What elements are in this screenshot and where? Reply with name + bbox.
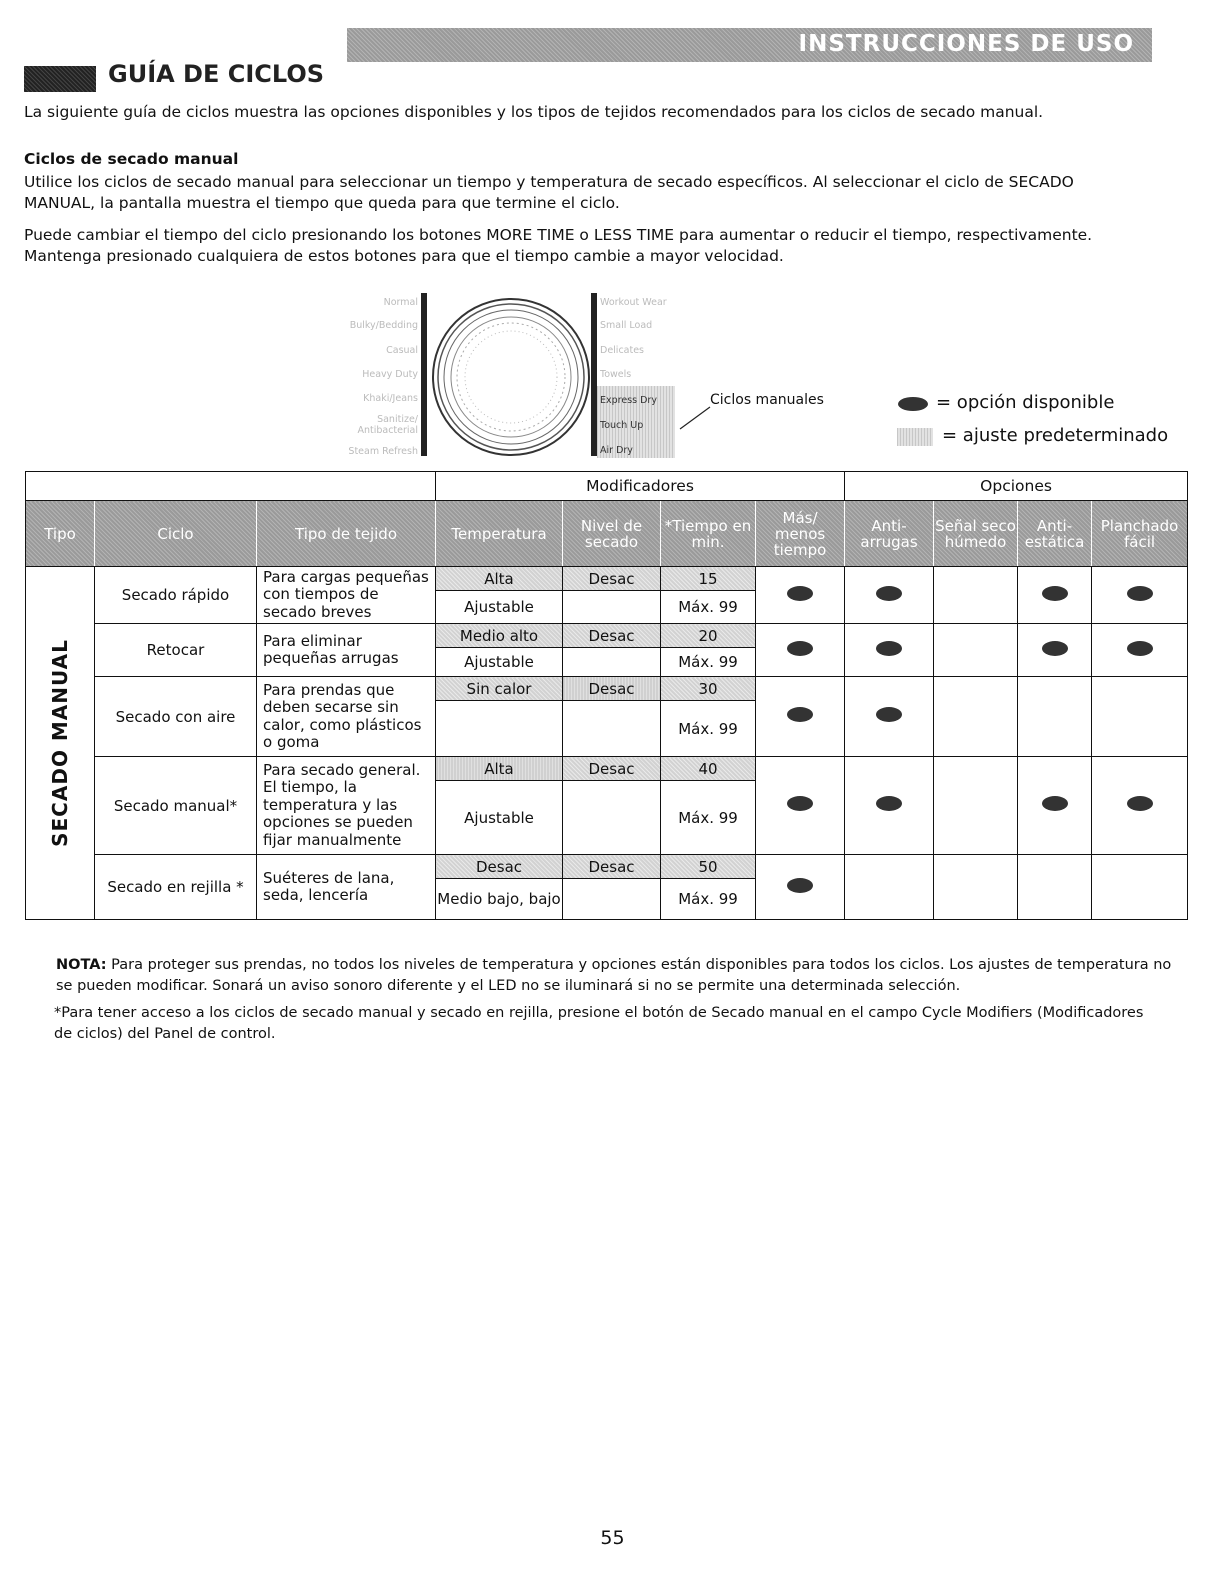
pointer-line — [678, 405, 712, 431]
option-available-dot-icon — [876, 641, 902, 656]
option-available-dot-icon — [787, 707, 813, 722]
cycle-name: Secado manual* — [95, 757, 257, 855]
dry-default: Desac — [563, 567, 661, 591]
dry-default: Desac — [563, 757, 661, 781]
col-fabric: Tipo de tejido — [257, 501, 436, 567]
time-default: 20 — [661, 624, 756, 648]
time-max: Máx. 99 — [661, 701, 756, 757]
opt-cell — [756, 677, 845, 757]
column-header-row — [26, 501, 1188, 567]
dry-adjust — [563, 781, 661, 855]
option-available-dot-icon — [1127, 586, 1153, 601]
section-banner — [347, 28, 1152, 62]
dial-label-right: Air Dry — [600, 445, 633, 456]
fabric-type: Para secado general. El tiempo, la temperatura y las opciones se pueden fijar manualmente — [257, 757, 436, 855]
banner-text: INSTRUCCIONES DE USO — [798, 31, 1134, 57]
opt-cell — [845, 677, 934, 757]
col-wrinkle-guard: Anti- arrugas — [845, 501, 934, 567]
time-max: Máx. 99 — [661, 591, 756, 624]
opt-cell — [1092, 567, 1188, 624]
dial-label-right: Delicates — [600, 345, 645, 356]
paragraph-2: Puede cambiar el tiempo del ciclo presionando los botones MORE TIME o LESS TIME para aumentar o reducir el tiempo, respectivamente. Mantenga presionado cualquiera de estos botones para que el tiempo cambie a mayor velocidad. — [24, 226, 1093, 265]
dry-default: Desac — [563, 855, 661, 879]
col-cycle: Ciclo — [95, 501, 257, 567]
dial-label-left: Antibacterial — [357, 425, 418, 436]
dial-indicator-left — [421, 293, 427, 456]
cycle-name: Retocar — [95, 624, 257, 677]
dial-label-right: Small Load — [600, 320, 653, 331]
table-row — [26, 677, 1188, 701]
col-more-less-time: Más/ menos tiempo — [756, 501, 845, 567]
option-available-dot-icon — [1127, 796, 1153, 811]
type-cell — [26, 567, 95, 920]
dial-label-left: Khaki/Jeans — [363, 393, 418, 404]
legend-default: = ajuste predeterminado — [942, 425, 1169, 446]
time-max: Máx. 99 — [661, 781, 756, 855]
opt-cell — [1092, 855, 1188, 920]
dial-label-left: Normal — [383, 297, 418, 308]
page-title: GUÍA DE CICLOS — [108, 60, 324, 88]
dial-label-left: Casual — [386, 345, 418, 356]
opt-cell — [756, 757, 845, 855]
table-row — [26, 757, 1188, 781]
dial-label-left: Heavy Duty — [362, 369, 418, 380]
opt-cell — [756, 567, 845, 624]
opt-cell — [756, 624, 845, 677]
opt-cell — [1018, 855, 1092, 920]
option-available-dot-icon — [876, 707, 902, 722]
table-row — [26, 624, 1188, 648]
temp-default: Sin calor — [436, 677, 563, 701]
time-max: Máx. 99 — [661, 879, 756, 920]
temp-default: Medio alto — [436, 624, 563, 648]
temp-adjust: Medio bajo, bajo — [436, 879, 563, 920]
opt-cell — [934, 677, 1018, 757]
option-available-dot-icon — [787, 796, 813, 811]
option-available-dot-icon — [876, 796, 902, 811]
temp-default: Alta — [436, 757, 563, 781]
cycle-name: Secado rápido — [95, 567, 257, 624]
option-available-dot-icon — [787, 586, 813, 601]
dial-label-right: Towels — [600, 369, 632, 380]
dry-adjust — [563, 879, 661, 920]
opt-cell — [1018, 677, 1092, 757]
dial-label-right: Express Dry — [600, 395, 657, 406]
option-available-dot-icon — [1042, 796, 1068, 811]
col-anti-static: Anti- estática — [1018, 501, 1092, 567]
opt-cell — [1092, 677, 1188, 757]
option-available-dot-icon — [1127, 641, 1153, 656]
group-header-row — [26, 472, 1188, 501]
opt-cell — [1018, 624, 1092, 677]
option-available-dot-icon — [787, 641, 813, 656]
group-options: Opciones — [845, 472, 1188, 501]
dial-label-left: Sanitize/ — [377, 414, 418, 425]
col-dry-level: Nivel de secado — [563, 501, 661, 567]
col-temperature: Temperatura — [436, 501, 563, 567]
intro-text: La siguiente guía de ciclos muestra las opciones disponibles y los tipos de tejidos recomendados para los ciclos de secado manual. — [24, 103, 1044, 121]
default-swatch-icon — [897, 428, 933, 446]
dry-default: Desac — [563, 677, 661, 701]
col-damp-signal: Señal seco húmedo — [934, 501, 1018, 567]
opt-cell — [1092, 624, 1188, 677]
dial-label-right: Touch Up — [600, 420, 644, 431]
type-label: SECADO MANUAL — [48, 639, 72, 847]
manual-cycles-label: Ciclos manuales — [710, 392, 824, 408]
dial-knob-icon — [430, 293, 592, 458]
available-dot-icon — [898, 397, 928, 411]
opt-cell — [845, 757, 934, 855]
opt-cell — [934, 624, 1018, 677]
legend-available: = opción disponible — [936, 392, 1115, 413]
opt-cell — [934, 567, 1018, 624]
option-available-dot-icon — [787, 878, 813, 893]
temp-default: Alta — [436, 567, 563, 591]
dry-default: Desac — [563, 624, 661, 648]
table-row — [26, 567, 1188, 591]
dial-label-left: Steam Refresh — [348, 446, 418, 457]
section-heading: Ciclos de secado manual — [24, 150, 239, 168]
temp-adjust: Ajustable — [436, 591, 563, 624]
note — [56, 955, 1176, 997]
temp-adjust: Ajustable — [436, 781, 563, 855]
temp-adjust — [436, 701, 563, 757]
cycle-name: Secado en rejilla * — [95, 855, 257, 920]
dial-label-right: Workout Wear — [600, 297, 667, 308]
opt-cell — [756, 855, 845, 920]
group-spacer — [26, 472, 436, 501]
time-default: 30 — [661, 677, 756, 701]
temp-adjust: Ajustable — [436, 648, 563, 677]
fabric-type: Para prendas que deben secarse sin calor, como plásticos o goma — [257, 677, 436, 757]
opt-cell — [845, 567, 934, 624]
dry-adjust — [563, 591, 661, 624]
option-available-dot-icon — [876, 586, 902, 601]
cycle-name: Secado con aire — [95, 677, 257, 757]
col-easy-iron: Planchado fácil — [1092, 501, 1188, 567]
footnote: *Para tener acceso a los ciclos de secado manual y secado en rejilla, presione el botón de Secado manual en el campo Cycle Modifiers (Modificadores de ciclos) del Panel de control. — [54, 1005, 1144, 1042]
dial-label-left: Bulky/Bedding — [349, 320, 418, 331]
opt-cell — [845, 855, 934, 920]
dry-adjust — [563, 648, 661, 677]
opt-cell — [1092, 757, 1188, 855]
opt-cell — [934, 855, 1018, 920]
option-available-dot-icon — [1042, 641, 1068, 656]
opt-cell — [1018, 567, 1092, 624]
note-label: NOTA: — [56, 957, 107, 973]
cycle-guide-table — [25, 471, 1188, 920]
col-type: Tipo — [26, 501, 95, 567]
option-available-dot-icon — [1042, 586, 1068, 601]
fabric-type: Para eliminar pequeñas arrugas — [257, 624, 436, 677]
time-default: 40 — [661, 757, 756, 781]
paragraph-1: Utilice los ciclos de secado manual para seleccionar un tiempo y temperatura de secado específicos. Al seleccionar el ciclo de SECADO MANUAL, la pantalla muestra el tiempo que queda para que termine el ciclo. — [24, 173, 1074, 212]
note-text: Para proteger sus prendas, no todos los niveles de temperatura y opciones están disponibles para todos los ciclos. Los ajustes de temperatura no se pueden modificar. Sonará un aviso sonoro diferente y el LED no se iluminará si no se permite una determinada selección. — [56, 957, 1172, 994]
page-number: 55 — [600, 1527, 625, 1549]
group-modifiers: Modificadores — [436, 472, 845, 501]
time-max: Máx. 99 — [661, 648, 756, 677]
time-default: 50 — [661, 855, 756, 879]
col-time: *Tiempo en min. — [661, 501, 756, 567]
table-row — [26, 855, 1188, 879]
temp-default: Desac — [436, 855, 563, 879]
time-default: 15 — [661, 567, 756, 591]
opt-cell — [845, 624, 934, 677]
opt-cell — [934, 757, 1018, 855]
fabric-type: Suéteres de lana, seda, lencería — [257, 855, 436, 920]
title-marker — [24, 66, 96, 92]
opt-cell — [1018, 757, 1092, 855]
dry-adjust — [563, 701, 661, 757]
fabric-type: Para cargas pequeñas con tiempos de secado breves — [257, 567, 436, 624]
